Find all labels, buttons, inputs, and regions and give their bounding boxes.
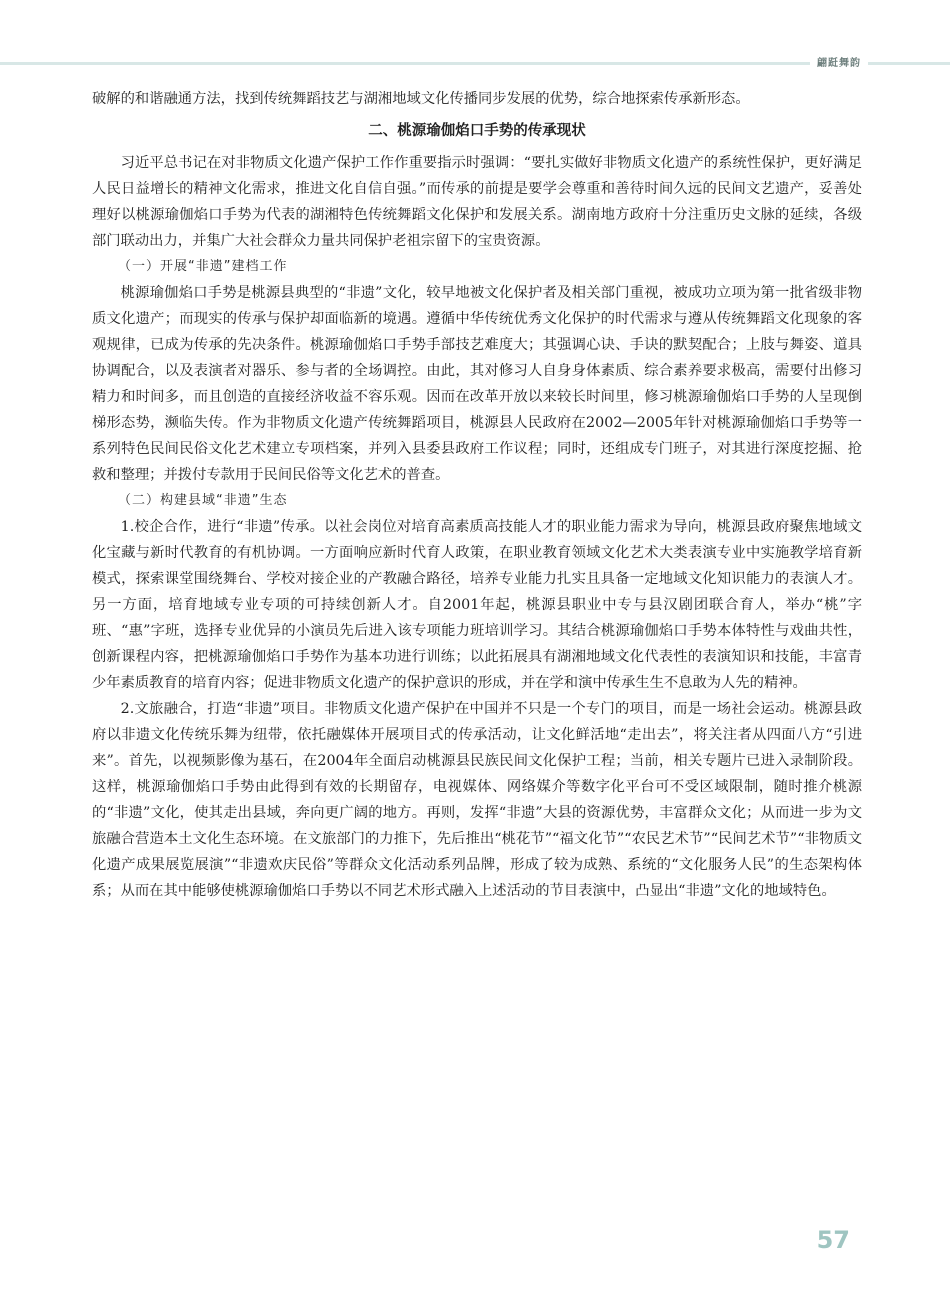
header-rule-left xyxy=(0,62,810,65)
subsection-1-paragraph: 桃源瑜伽焰口手势是桃源县典型的“非遗”文化，较早地被文化保护者及相关部门重视，被成功立项为第一批省级非物质文化遗产；而现实的传承与保护却面临新的境遇。遵循中华传统优秀文化保护的时代需求与遵从传统舞蹈文化现象的客观规律，已成为传承的先决条件。桃源瑜伽焰口手势手部技艺难度大；其强调心诀、手诀的默契配合；上肢与舞姿、道具协调配合，以及表演者对器乐、参与者的全场调控。由此，其对修习人自身身体素质、综合素养要求极高，需要付出修习精力和时间多，而且创造的直接经济收益不容乐观。因而在改革开放以来较长时间里，修习桃源瑜伽焰口手势的人呈现倒梯形态势，濒临失传。作为非物质文化遗产传统舞蹈项目，桃源县人民政府在2002—2005年针对桃源瑜伽焰口手势等一系列特色民间民俗文化艺术建立专项档案，并列入县委县政府工作议程；同时，还组成专门班子，对其进行深度挖掘、抢救和整理；并拨付专款用于民间民俗等文化艺术的普查。 xyxy=(92,285,862,483)
intro-paragraph-tail: 破解的和谐融通方法，找到传统舞蹈技艺与湖湘地域文化传播同步发展的优势，综合地探索传承新形态。 xyxy=(92,91,750,107)
header-rule-right xyxy=(868,62,950,65)
subsection-heading-2: （二）构建县域“非遗”生态 xyxy=(118,493,288,508)
section-title: 二、桃源瑜伽焰口手势的传承现状 xyxy=(368,122,586,139)
item-2-paragraph: 2.文旅融合，打造“非遗”项目。非物质文化遗产保护在中国并不只是一个专门的项目，而是一场社会运动。桃源县政府以非遗文化传统乐舞为纽带，依托融媒体开展项目式的传承活动，让文化鲜活地“走出去”，将关注者从四面八方“引进来”。首先，以视频影像为基石，在2004年全面启动桃源县民族民间文化保护工程；当前，相关专题片已进入录制阶段。这样，桃源瑜伽焰口手势由此得到有效的长期留存，电视媒体、网络媒介等数字化平台可不受区域限制，随时推介桃源的“非遗”文化，使其走出县域，奔向更广阔的地方。再则，发挥“非遗”大县的资源优势，丰富群众文化；从而进一步为文旅融合营造本土文化生态环境。在文旅部门的力推下，先后推出“桃花节”“福文化节”“农民艺术节”“民间艺术节”“非物质文化遗产成果展览展演”“非遗欢庆民俗”等群众文化活动系列品牌，形成了较为成熟、系统的“文化服务人民”的生态架构体系；从而在其中能够使桃源瑜伽焰口手势以不同艺术形式融入上述活动的节目表演中，凸显出“非遗”文化的地域特色。 xyxy=(92,701,862,899)
article-body xyxy=(92,86,862,904)
column-label: 翩跹舞韵 xyxy=(817,58,861,69)
section-intro-paragraph: 习近平总书记在对非物质文化遗产保护工作作重要指示时强调：“要扎实做好非物质文化遗产的系统性保护，更好满足人民日益增长的精神文化需求，推进文化自信自强。”而传承的前提是要学会尊重和善待时间久远的民间文艺遗产，妥善处理好以桃源瑜伽焰口手势为代表的湖湘特色传统舞蹈文化保护和发展关系。湖南地方政府十分注重历史文脉的延续，各级部门联动出力，并集广大社会群众力量共同保护老祖宗留下的宝贵资源。 xyxy=(92,155,862,249)
subsection-heading-1: （一）开展“非遗”建档工作 xyxy=(118,259,288,274)
page-number: 57 xyxy=(816,1226,850,1254)
item-1-paragraph: 1.校企合作，进行“非遗”传承。以社会岗位对培育高素质高技能人才的职业能力需求为导向，桃源县政府聚焦地域文化宝藏与新时代教育的有机协调。一方面响应新时代育人政策，在职业教育领域文化艺术大类表演专业中实施教学培育新模式，探索课堂围绕舞台、学校对接企业的产教融合路径，培养专业能力扎实且具备一定地域文化知识能力的表演人才。另一方面，培育地域专业专项的可持续创新人才。自2001年起，桃源县职业中专与县汉剧团联合育人，举办“桃”字班、“惠”字班，选择专业优异的小演员先后进入该专项能力班培训学习。其结合桃源瑜伽焰口手势本体特性与戏曲共性，创新课程内容，把桃源瑜伽焰口手势作为基本功进行训练；以此拓展具有湖湘地域文化代表性的表演知识和技能，丰富青少年素质教育的培育内容；促进非物质文化遗产的保护意识的形成，并在学和演中传承生生不息敢为人先的精神。 xyxy=(92,519,862,691)
